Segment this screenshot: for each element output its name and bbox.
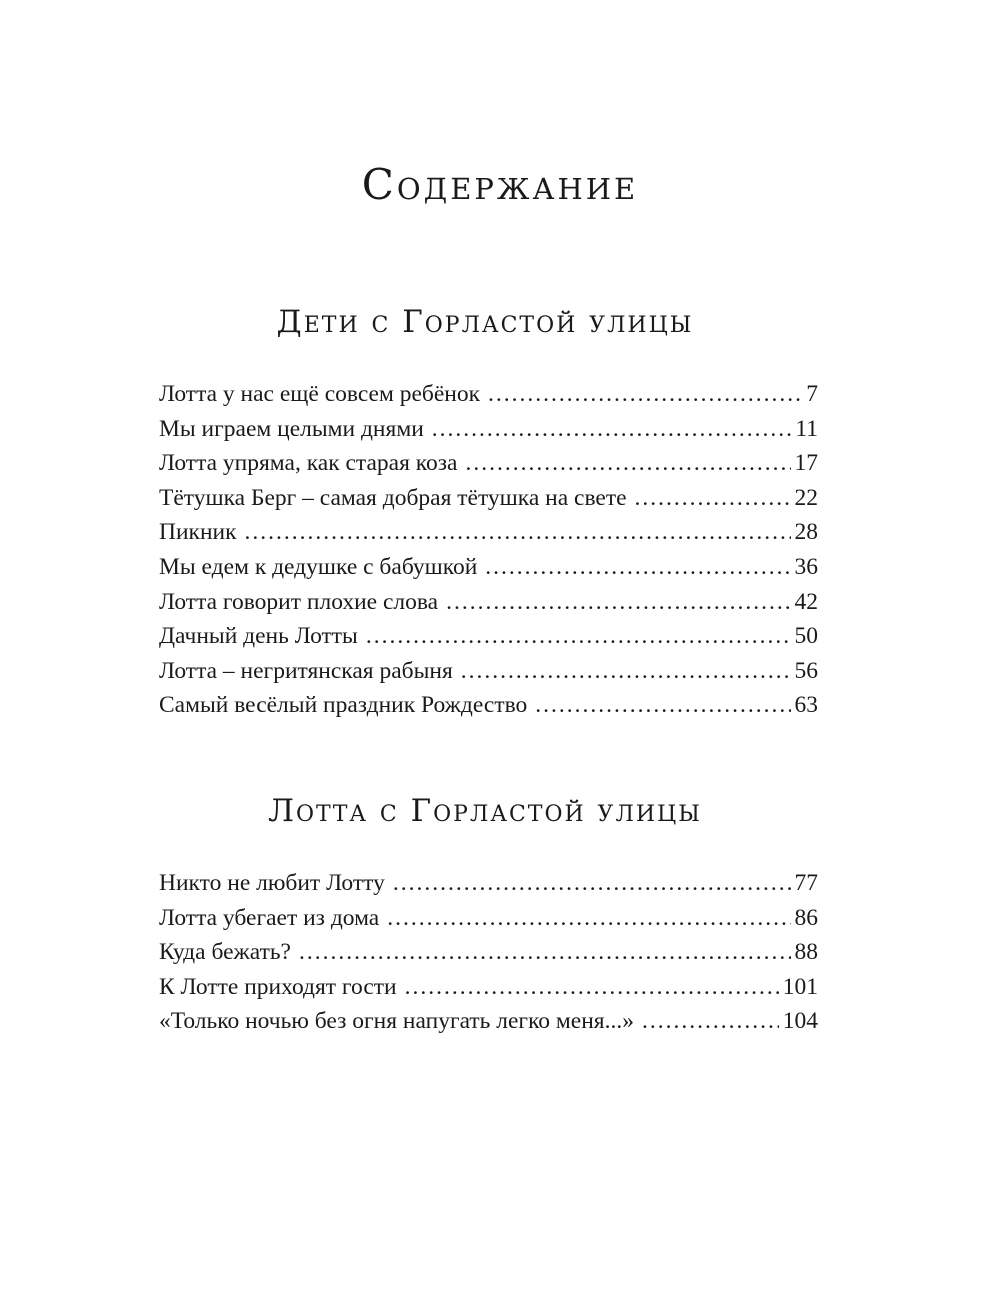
toc-list	[159, 866, 818, 1039]
toc-entry-title: Лотта убегает из дома	[159, 904, 380, 931]
dot-leader	[446, 585, 790, 620]
toc-entry-page: 22	[794, 484, 818, 511]
dot-leader	[642, 1004, 779, 1039]
toc-entry	[159, 654, 818, 689]
dot-leader	[393, 866, 791, 901]
toc-entry-title: Мы играем целыми днями	[159, 415, 424, 442]
toc-entry	[159, 688, 818, 723]
toc-entry-page: 11	[795, 415, 818, 442]
toc-entry-title: Мы едем к дедушке с бабушкой	[159, 553, 478, 580]
toc-entry-page: 101	[782, 973, 818, 1000]
toc-entry-title: «Только ночью без огня напугать легко меня...»	[159, 1008, 634, 1035]
toc-entry	[159, 901, 818, 936]
dot-leader	[535, 688, 790, 723]
dot-leader	[245, 515, 791, 550]
toc-entry-title: Самый весёлый праздник Рождество	[159, 692, 528, 719]
dot-leader	[299, 935, 791, 970]
toc-entry-title: Никто не любит Лотту	[159, 870, 385, 896]
toc-entry	[159, 1004, 818, 1039]
toc-entry-title: Пикник	[159, 519, 237, 546]
toc-entry	[159, 970, 818, 1005]
toc-entry-title: Лотта – негритянская рабыня	[159, 657, 453, 684]
dot-leader	[465, 446, 790, 481]
page-title: Содержание	[361, 160, 639, 209]
toc-entry	[159, 515, 818, 550]
toc-entry-title: Лотта говорит плохие слова	[159, 588, 439, 615]
toc-entry-page: 17	[794, 450, 818, 477]
toc-entry	[159, 866, 818, 901]
toc-entry-title: Лотта упряма, как старая коза	[159, 450, 458, 477]
toc-entry-title: Лотта у нас ещё совсем ребёнок	[159, 381, 481, 407]
toc-entry-page: 50	[794, 623, 818, 650]
toc-entry-title: Дачный день Лотты	[159, 623, 358, 650]
dot-leader	[387, 901, 790, 936]
dot-leader	[461, 654, 791, 689]
toc-entry-page: 28	[794, 519, 818, 546]
toc-entry-page: 77	[794, 870, 818, 896]
toc-entry-page: 63	[794, 692, 818, 719]
toc-entry-page: 42	[794, 588, 818, 615]
toc-entry	[159, 935, 818, 970]
toc-entry	[159, 377, 818, 412]
toc-entry-page: 56	[794, 657, 818, 684]
dot-leader	[432, 412, 792, 447]
dot-leader	[485, 550, 790, 585]
dot-leader	[366, 619, 791, 654]
dot-leader	[488, 377, 802, 412]
toc-entry	[159, 550, 818, 585]
toc-entry-page: 88	[794, 939, 818, 966]
dot-leader	[635, 481, 791, 516]
section-heading: Лотта с Горластой улицы	[268, 793, 702, 829]
toc-list	[159, 377, 818, 723]
toc-entry-page: 7	[806, 381, 818, 407]
toc-entry	[159, 412, 818, 447]
toc-entry-title: Тётушка Берг – самая добрая тётушка на свете	[159, 484, 627, 511]
dot-leader	[405, 970, 779, 1005]
toc-entry-page: 86	[794, 904, 818, 931]
toc-entry-title: К Лотте приходят гости	[159, 973, 397, 1000]
toc-entry-title: Куда бежать?	[159, 939, 291, 966]
toc-entry	[159, 619, 818, 654]
section-heading: Дети с Горластой улицы	[276, 304, 694, 340]
toc-entry	[159, 481, 818, 516]
toc-entry-page: 104	[782, 1008, 818, 1035]
toc-entry	[159, 585, 818, 620]
toc-entry-page: 36	[794, 553, 818, 580]
toc-entry	[159, 446, 818, 481]
